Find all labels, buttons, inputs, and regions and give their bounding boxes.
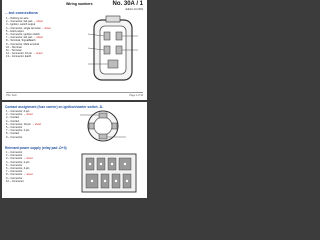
legend-item [6, 180, 33, 183]
legend-item-text: 11 – Terminal [6, 49, 22, 53]
legend-item-reference[interactable]: → sheet [30, 122, 42, 126]
document-page-2 [2, 102, 147, 198]
footer-left: VW / Audi [6, 94, 17, 97]
legend-item-text: 7 – Connector, 2-pin [6, 129, 30, 133]
legend-list [6, 17, 51, 59]
legend-item-text: 9 – Connector [6, 176, 23, 180]
section-title: …ted connections [5, 11, 38, 15]
legend-item-text: 4 – Connector, 2-pin [6, 160, 30, 164]
legend-item [6, 136, 41, 139]
legend-item [6, 55, 51, 58]
legend-item-reference[interactable]: → sheet [22, 157, 33, 161]
legend-item-reference[interactable]: → sheet [32, 20, 43, 24]
relay-pad-diagram [80, 152, 138, 194]
legend-item-text: 2 – Connector [6, 113, 23, 117]
legend-item-text: 12 – Connector, 10 pin [6, 52, 33, 56]
legend-item-text: 10 – Terminal [6, 45, 22, 49]
legend-item-text: 1 – Nothing on-wire [6, 17, 29, 20]
ignition-switch-diagram [80, 109, 126, 143]
document-edition: Edition 10.2016 [125, 8, 143, 11]
legend-item-reference[interactable]: → sheet [32, 52, 43, 56]
legend-item-text: 4 – Contact [6, 119, 20, 123]
contact-legend-list [6, 110, 41, 139]
section-title-contact: Contact assignment (fuse carrier) on ignition/starter switch -D- [5, 105, 104, 109]
legend-item-text: 3 – Ignition, switch output [6, 23, 36, 27]
legend-item-text: 6 – Connector [6, 126, 23, 130]
page-footer [6, 94, 143, 97]
legend-item-text: 7 – Connector [6, 170, 23, 174]
legend-item-text: 9 – Connector [6, 135, 23, 139]
legend-item-text: 6 – Connector, ignition switch [6, 33, 40, 37]
legend-item-text: 9 – Connector, Multi terminal [6, 42, 40, 46]
legend-item-text: 6 – Connector, 4-pin [6, 167, 30, 171]
legend-item-text: 8 – Connector [6, 173, 23, 177]
legend-item-text: 3 – Connector [6, 157, 23, 161]
document-page-1 [2, 0, 147, 100]
legend-item-reference[interactable]: → sheet [22, 173, 33, 177]
legend-item-text: 5 – Hold output [6, 29, 24, 33]
legend-item-text: 10 – Connector [6, 179, 24, 183]
document-reference: No. 30A / 1 [112, 1, 143, 7]
page-header [6, 2, 143, 10]
legend-item-text: 4 – Connector, single terminal [6, 26, 41, 30]
legend-item-text: 8 – Terminal, Signal/Earth [6, 39, 36, 43]
page-number: Page 1 of 16 [129, 94, 143, 97]
section-title-power: Relevant power supply (relay pad -D+3) [5, 146, 67, 150]
legend-item-reference[interactable]: → sheet [32, 36, 43, 40]
footer-rule [6, 92, 143, 93]
power-legend-list [6, 151, 33, 183]
legend-item-reference[interactable]: → sheet [40, 26, 51, 30]
legend-item-text: 2 – Connector [6, 154, 23, 158]
header-title: Wiring numbers [66, 2, 93, 6]
legend-item-text: 1 – Connector, 6-pin [6, 110, 30, 113]
legend-item-text: 8 – Contact [6, 132, 20, 136]
legend-item-text: 13 – Connector, Earth [6, 55, 32, 59]
legend-item-text: 5 – Connector, 10-pin [6, 122, 31, 126]
connector-diagram [88, 14, 138, 86]
legend-item-text: 7 – Connector, tab part [6, 36, 33, 40]
legend-item-text: 5 – Connector [6, 163, 23, 167]
legend-item-text: 3 – Contact [6, 116, 20, 120]
legend-item-reference[interactable]: → sheet [22, 113, 33, 117]
legend-item-text: 2 – Connector, tab part [6, 20, 33, 24]
legend-item-text: 1 – Connector [6, 151, 23, 154]
